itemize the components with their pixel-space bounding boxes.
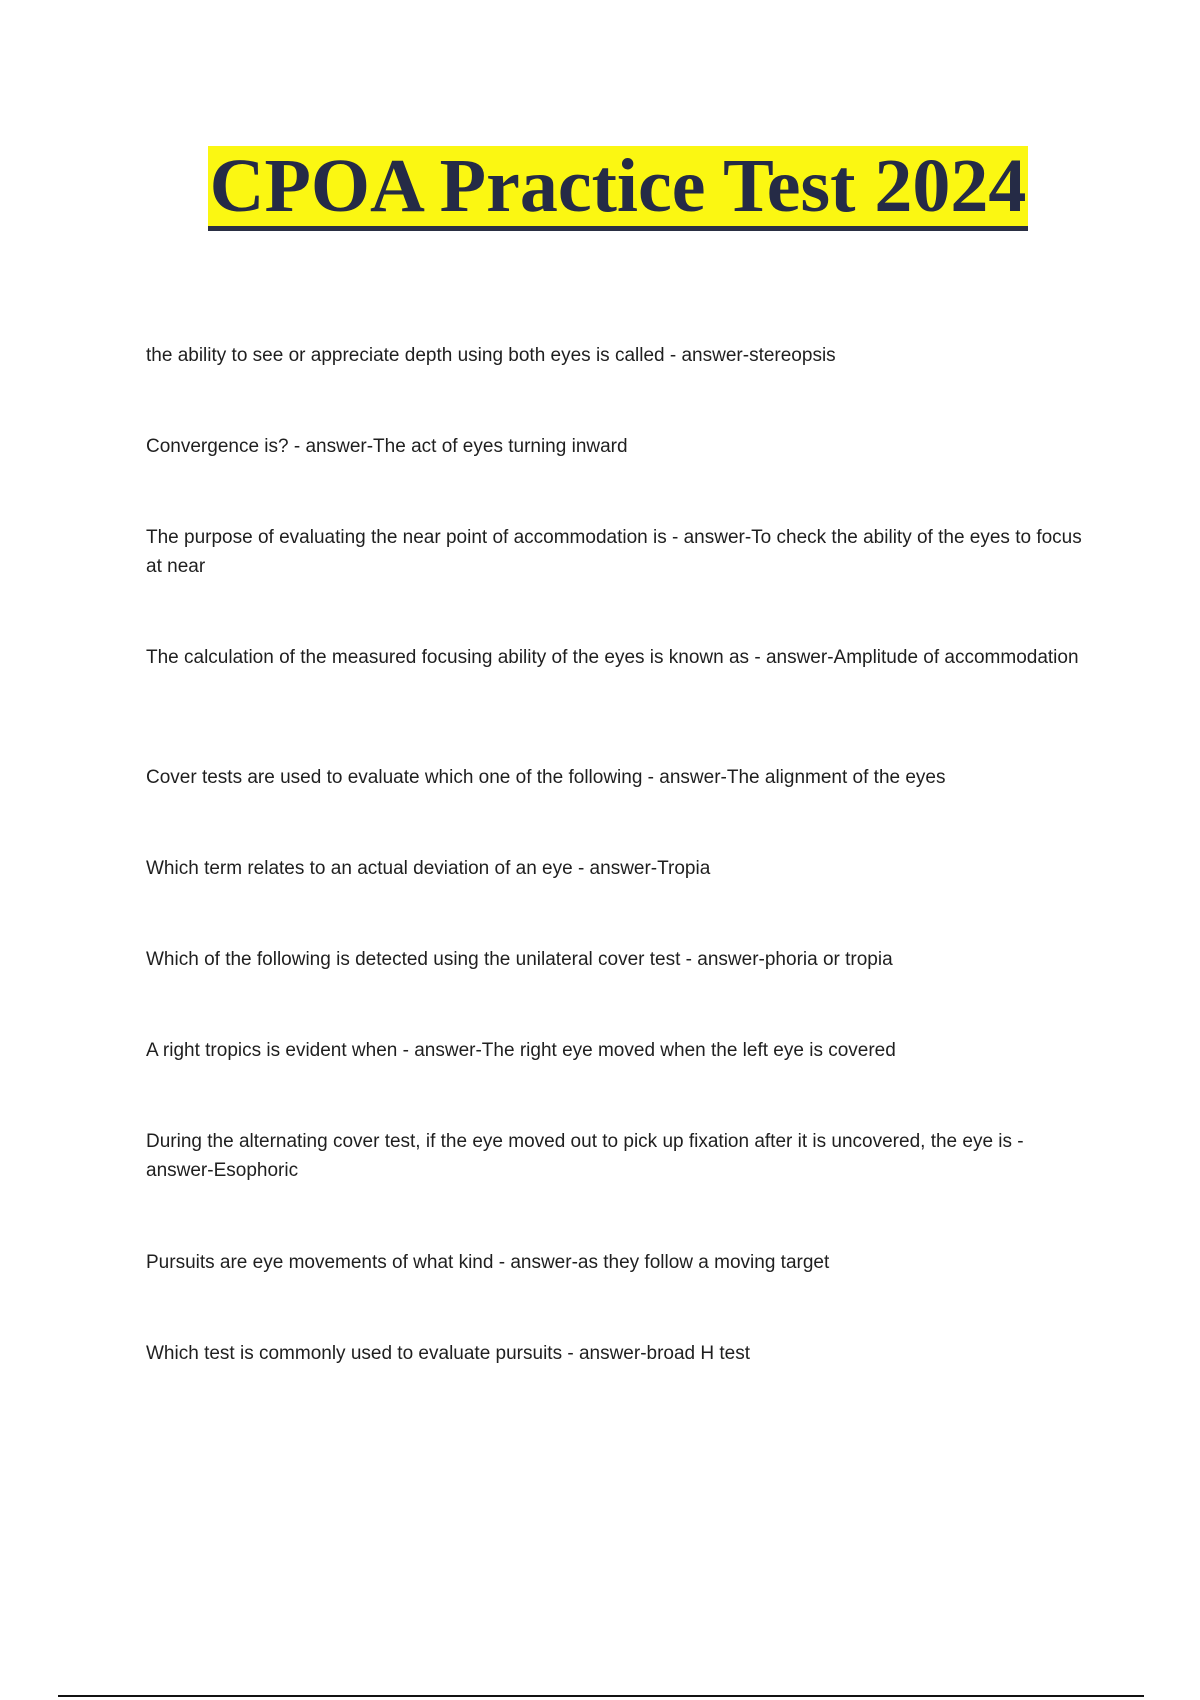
question-item: Which test is commonly used to evaluate pursuits - answer-broad H test [146,1343,751,1364]
document-title: CPOA Practice Test 2024 [208,146,1029,231]
question-item: During the alternating cover test, if the eye moved out to pick up fixation after it is uncovered, the eye is - answer-Esophoric [146,1131,1024,1181]
question-item: Which term relates to an actual deviation of an eye - answer-Tropia [146,858,711,879]
question-item: Which of the following is detected using the unilateral cover test - answer-phoria or tropia [146,949,893,970]
question-item: A right tropics is evident when - answer-The right eye moved when the left eye is covered [146,1040,896,1061]
question-item: The calculation of the measured focusing ability of the eyes is known as - answer-Amplitude of accommodation [146,647,1079,668]
question-item: Convergence is? - answer-The act of eyes turning inward [146,436,628,457]
question-item: the ability to see or appreciate depth using both eyes is called - answer-stereopsis [146,345,836,366]
bottom-divider [58,1695,1144,1697]
question-item: The purpose of evaluating the near point of accommodation is - answer-To check the ability of the eyes to focus at near [146,527,1082,577]
question-item: Pursuits are eye movements of what kind - answer-as they follow a moving target [146,1252,830,1273]
question-item: Cover tests are used to evaluate which one of the following - answer-The alignment of the eyes [146,767,946,788]
title-container [0,146,1200,231]
